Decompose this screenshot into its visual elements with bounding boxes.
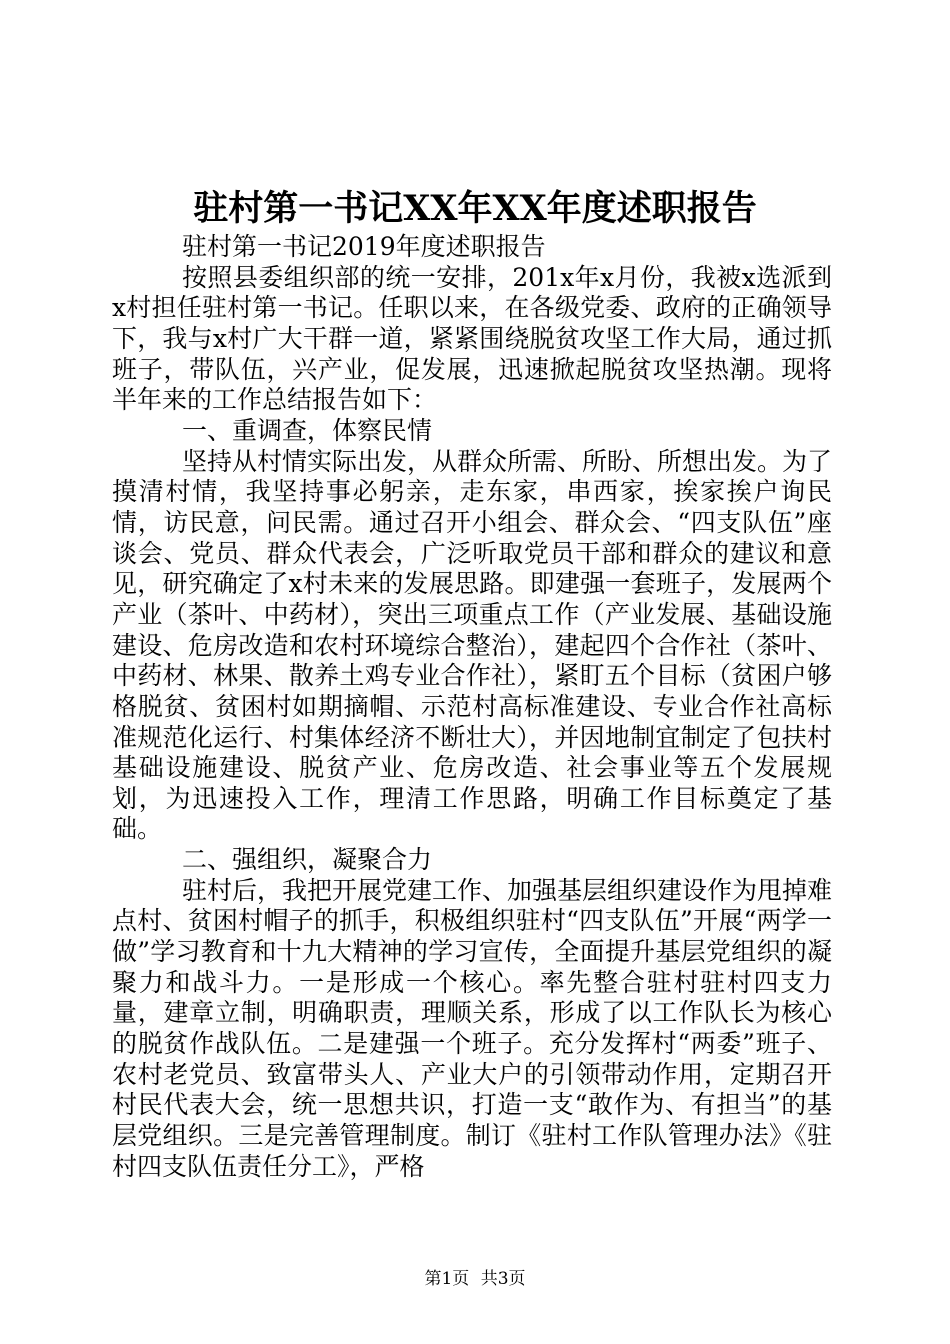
- section-heading-1: 一、重调查，体察民情: [182, 415, 433, 445]
- document-body: [112, 232, 832, 1182]
- section-2-paragraph: 驻村后，我把开展党建工作、加强基层组织建设作为甩掉难点村、贫困村帽子的抓手，积极组织驻村“四支队伍”开展“两学一做”学习教育和十九大精神的学习宣传，全面提升基层党组织的凝聚力和战斗力。一是形成一个核心。率先整合驻村驻村四支力量，建章立制，明确职责，理顺关系，形成了以工作队长为核心的脱贫作战队伍。二是建强一个班子。充分发挥村“两委”班子、农村老党员、致富带头人、产业大户的引领带动作用，定期召开村民代表大会，统一思想共识，打造一支“敢作为、有担当”的基层党组织。三是完善管理制度。制订《驻村工作队管理办法》《驻村四支队伍责任分工》，严格: [112, 875, 833, 1181]
- document-title: 驻村第一书记XX年XX年度述职报告: [193, 188, 757, 229]
- section-1-paragraph: 坚持从村情实际出发，从群众所需、所盼、所想出发。为了摸清村情，我坚持事必躬亲，走东家，串西家，挨家挨户询民情，访民意，问民需。通过召开小组会、群众会、“四支队伍”座谈会、党员、群众代表会，广泛听取党员干部和群众的建议和意见，研究确定了x村未来的发展思路。即建强一套班子，发展两个产业（茶叶、中药材），突出三项重点工作（产业发展、基础设施建设、危房改造和农村环境综合整治），建起四个合作社（茶叶、中药材、林果、散养土鸡专业合作社），紧盯五个目标（贫困户够格脱贫、贫困村如期摘帽、示范村高标准建设、专业合作社高标准规范化运行、村集体经济不断壮大），并因地制宜制定了包扶村基础设施建设、脱贫产业、危房改造、社会事业等五个发展规划，为迅速投入工作，理清工作思路，明确工作目标奠定了基础。: [112, 446, 833, 844]
- page-number: 第1页: [424, 1269, 470, 1289]
- page-total: 共3页: [480, 1269, 526, 1289]
- intro-paragraph: 按照县委组织部的统一安排，201x年x月份，我被x选派到x村担任驻村第一书记。任职以来，在各级党委、政府的正确领导下，我与x村广大干群一道，紧紧围绕脱贫攻坚工作大局，通过抓班子，带队伍，兴产业，促发展，迅速掀起脱贫攻坚热潮。现将半年来的工作总结报告如下：: [112, 262, 832, 415]
- page-footer: [0, 1268, 950, 1290]
- section-heading-2: 二、强组织，凝聚合力: [182, 845, 433, 875]
- subtitle-paragraph: 驻村第一书记2019年度述职报告: [182, 232, 546, 261]
